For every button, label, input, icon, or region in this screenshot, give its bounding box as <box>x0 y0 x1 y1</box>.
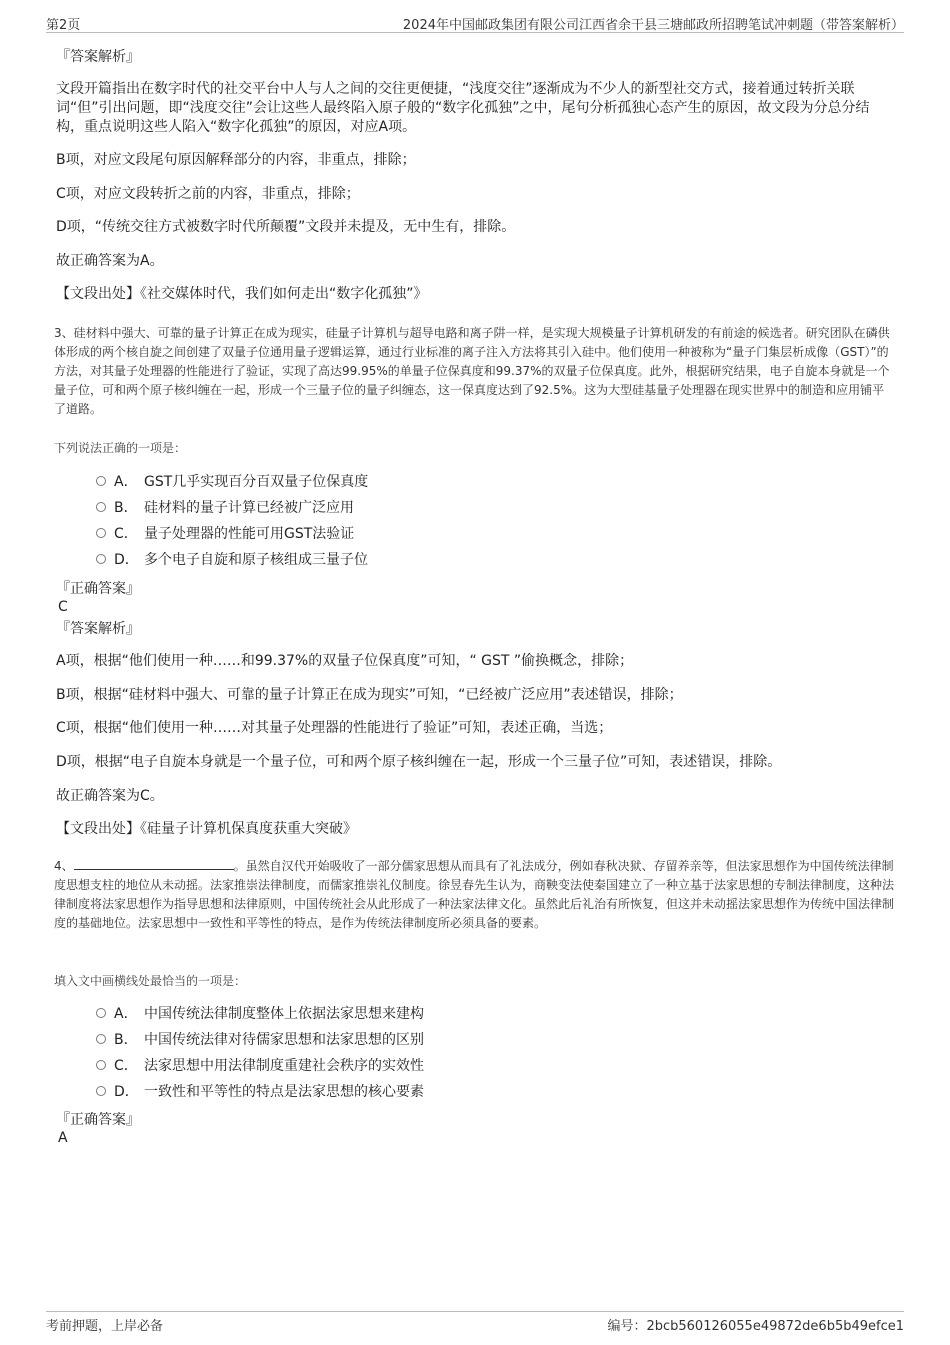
q4-text <box>54 857 896 933</box>
q3-prompt: 下列说法正确的一项是： <box>54 441 187 455</box>
radio-icon[interactable] <box>96 1008 106 1018</box>
q3-source: 【文段出处】《硅量子计算机保真度获重大突破》 <box>56 821 357 837</box>
q3-option-c-explain: C项，根据“他们使用一种……对其量子处理器的性能进行了验证”可知，表述正确，当选； <box>56 720 613 736</box>
radio-icon[interactable] <box>96 554 106 564</box>
q2-analysis-main: 文段开篇指出在数字时代的社交平台中人与人之间的交往更便捷，“浅度交往”逐渐成为不少人的新型社交方式，接着通过转折关联词“但”引出问题，即“浅度交往”会让这些人最终陷入原子般的“数字化孤独”之中，尾句分析孤独心态产生的原因，故文段为分总分结构，重点说明这些人陷入“数字化孤独”的原因，对应A项。 <box>56 81 870 135</box>
page-footer <box>46 1311 904 1335</box>
q3-answer: C <box>58 599 68 615</box>
q2-source: 【文段出处】《社交媒体时代，我们如何走出“数字化孤独”》 <box>56 286 428 302</box>
q3-analysis-label: 『答案解析』 <box>56 621 140 637</box>
radio-icon[interactable] <box>96 528 106 538</box>
q4-option-b[interactable]: B． 中国传统法律对待儒家思想和法家思想的区别 <box>96 1030 424 1050</box>
q3-option-a-explain: A项，根据“他们使用一种……和99.37%的双量子位保真度”可知，“ GST ”偷换概念，排除； <box>56 653 634 669</box>
answer-blank <box>74 857 234 870</box>
footer-slogan: 考前押题，上岸必备 <box>46 1319 164 1334</box>
q4-option-c[interactable]: C． 法家思想中用法律制度重建社会秩序的实效性 <box>96 1056 424 1076</box>
page-number: 第2页 <box>46 18 81 33</box>
q4-number: 4、 <box>54 859 74 873</box>
q4-prompt: 填入文中画横线处最恰当的一项是： <box>54 974 247 988</box>
q3-option-b-explain: B项，根据“硅材料中强大、可靠的量子计算正在成为现实”可知，“已经被广泛应用”表述错误，排除； <box>56 687 683 703</box>
radio-icon[interactable] <box>96 1034 106 1044</box>
q2-option-b-explain: B项，对应文段尾句原因解释部分的内容，非重点，排除； <box>56 152 416 168</box>
q4-answer: A <box>58 1130 68 1146</box>
radio-icon[interactable] <box>96 1086 106 1096</box>
q2-option-d-explain: D项，“传统交往方式被数字时代所颠覆”文段并未提及，无中生有，排除。 <box>56 219 516 235</box>
q4-option-a[interactable]: A． 中国传统法律制度整体上依据法家思想来建构 <box>96 1004 424 1024</box>
q2-analysis-label: 『答案解析』 <box>56 49 140 65</box>
q4-body: 。虽然自汉代开始吸收了一部分儒家思想从而具有了礼法成分，例如春秋决狱、存留养亲等，但法家思想作为中国传统法律制度思想支柱的地位从未动摇。法家推崇法律制度，而儒家推崇礼仪制度。徐昱春先生认为，商鞅变法使秦国建立了一种立基于法家思想的专制法律制度，这种法律制度将法家思想作为指导思想和法律原则，中国传统社会从此形成了一种法家法律文化。虽然此后礼治有所恢复，但这并未动摇法家思想作为传统中国法律制度的基础地位。法家思想中一致性和平等性的特点，是作为传统法律制度所必须具备的要素。 <box>54 859 895 930</box>
q3-text: 3、硅材料中强大、可靠的量子计算正在成为现实，硅量子计算机与超导电路和离子阱一样，是实现大规模量子计算机研发的有前途的候选者。研究团队在磷供体形成的两个核自旋之间创建了双量子位通用量子逻辑运算，通过行业标准的离子注入方法将其引入硅中。他们使用一种被称为“量子门集层析成像（GST）”的方法，对其量子处理器的性能进行了验证，实现了高达99.95%的单量子位保真度和99.37%的双量子位保真度。此外，根据研究结果，电子自旋本身就是一个量子位，可和两个原子核纠缠在一起，形成一个三量子位的量子纠缠态，这一保真度达到了92.5%。这为大型硅基量子处理器在现实世界中的制造和应用铺平了道路。 <box>54 326 890 416</box>
q3-option-d[interactable]: D． 多个电子自旋和原子核组成三量子位 <box>96 550 368 570</box>
q2-option-c-explain: C项，对应文段转折之前的内容，非重点，排除； <box>56 186 360 202</box>
q3-option-c[interactable]: C． 量子处理器的性能可用GST法验证 <box>96 524 354 544</box>
q4-option-d[interactable]: D． 一致性和平等性的特点是法家思想的核心要素 <box>96 1082 424 1102</box>
radio-icon[interactable] <box>96 476 106 486</box>
q2-conclusion: 故正确答案为A。 <box>56 253 164 269</box>
radio-icon[interactable] <box>96 1060 106 1070</box>
q3-option-d-explain: D项，根据“电子自旋本身就是一个量子位，可和两个原子核纠缠在一起，形成一个三量子位”可知，表述错误，排除。 <box>56 754 782 770</box>
q3-option-b[interactable]: B． 硅材料的量子计算已经被广泛应用 <box>96 498 354 518</box>
radio-icon[interactable] <box>96 502 106 512</box>
q3-conclusion: 故正确答案为C。 <box>56 788 164 804</box>
page-header <box>46 14 904 33</box>
q3-option-a[interactable]: A． GST几乎实现百分百双量子位保真度 <box>96 472 368 492</box>
q3-answer-label: 『正确答案』 <box>56 581 140 597</box>
q4-answer-label: 『正确答案』 <box>56 1112 140 1128</box>
document-title: 2024年中国邮政集团有限公司江西省余干县三塘邮政所招聘笔试冲刺题（带答案解析） <box>402 18 904 33</box>
footer-serial: 编号：2bcb560126055e49872de6b5b49efce1 <box>607 1319 904 1334</box>
